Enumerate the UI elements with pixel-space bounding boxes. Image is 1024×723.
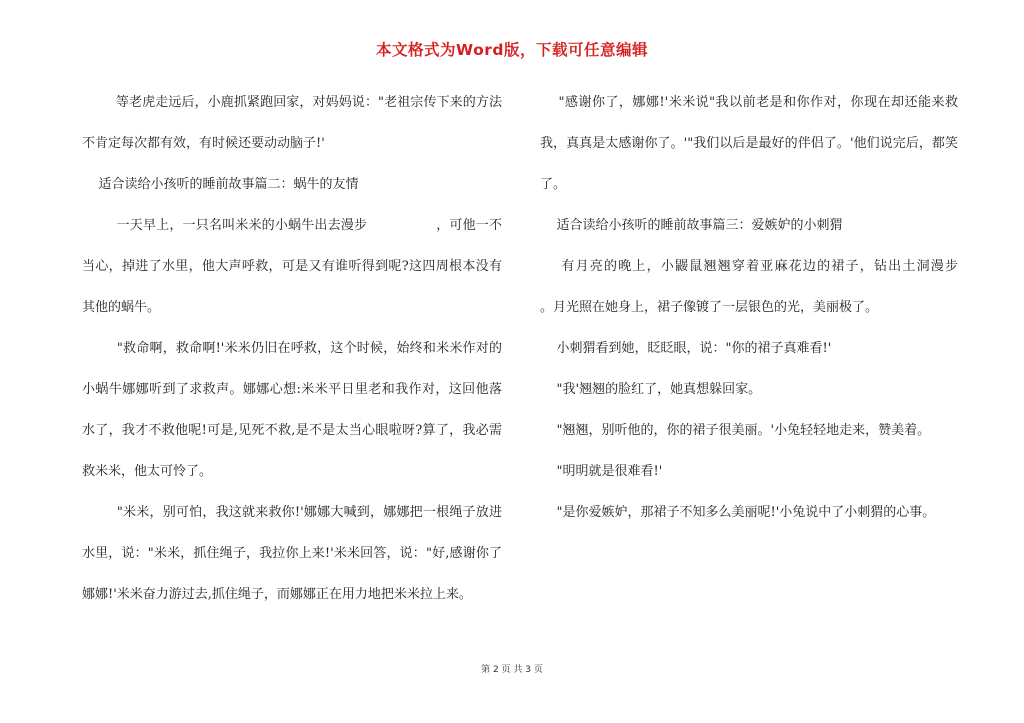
- paragraph: "我'翘翘的脸红了，她真想躲回家。: [540, 382, 762, 397]
- paragraph: 有月亮的晚上，小鼹鼠翘翘穿着亚麻花边的裙子，钻出土洞漫步 。月光照在她身上，裙子像镀了一层银色的光，美丽极了。: [540, 259, 1016, 315]
- paragraph: "明明就是很难看!': [540, 464, 663, 479]
- paragraph: "是你爱嫉妒，那裙子不知多么美丽呢!'小兔说中了小刺猬的心事。: [540, 505, 936, 520]
- paragraph: "翘翘，别听他的，你的裙子很美丽。'小兔轻轻地走来，赞美着。: [540, 423, 931, 438]
- paragraph: 小刺猬看到她，眨眨眼，说："你的裙子真难看!': [540, 341, 832, 356]
- page-number: 第 2 页 共 3 页: [481, 665, 543, 675]
- paragraph: "救命啊，救命啊!'米米仍旧在呼救，这个时候，始终和米米作对的小蜗牛娜娜听到了求救声。娜娜心想:米米平日里老和我作对，这回他落水了，我才不救他呢!可是,见死不救,是不是太当心眼啦呀?算了，我必需救米米，他太可怜了。: [82, 341, 502, 479]
- section-heading: 适合读给小孩听的睡前故事篇二：蜗牛的友情: [82, 177, 359, 192]
- paragraph: 等老虎走远后，小鹿抓紧跑回家，对妈妈说："老祖宗传下来的方法不肯定每次都有效，有时候还要动动脑子!': [82, 95, 503, 151]
- page-header-title: 本文格式为Word版，下载可任意编辑: [376, 41, 648, 59]
- paragraph: 一天早上，一只名叫米米的小蜗牛出去漫步 ，可他一不当心，掉进了水里，他大声呼救，可是又有谁听得到呢?这四周根本没有其他的蜗牛。: [82, 218, 502, 315]
- left-column: [82, 82, 502, 615]
- right-column: [540, 82, 1016, 533]
- paragraph: "米米，别可怕，我这就来救你!'娜娜大喊到，娜娜把一根绳子放进水里，说："米米，抓住绳子，我拉你上来!'米米回答，说："好,感谢你了娜娜!'米米奋力游过去,抓住绳子，而娜娜正在用力地把米米拉上来。: [82, 505, 502, 602]
- paragraph: "感谢你了，娜娜!'米米说"我以前老是和你作对，你现在却还能来救我，真真是太感谢你了。'"我们以后是最好的伴侣了。'他们说完后，都笑了。: [540, 95, 958, 192]
- section-heading: 适合读给小孩听的睡前故事篇三：爱嫉妒的小刺猬: [540, 218, 843, 233]
